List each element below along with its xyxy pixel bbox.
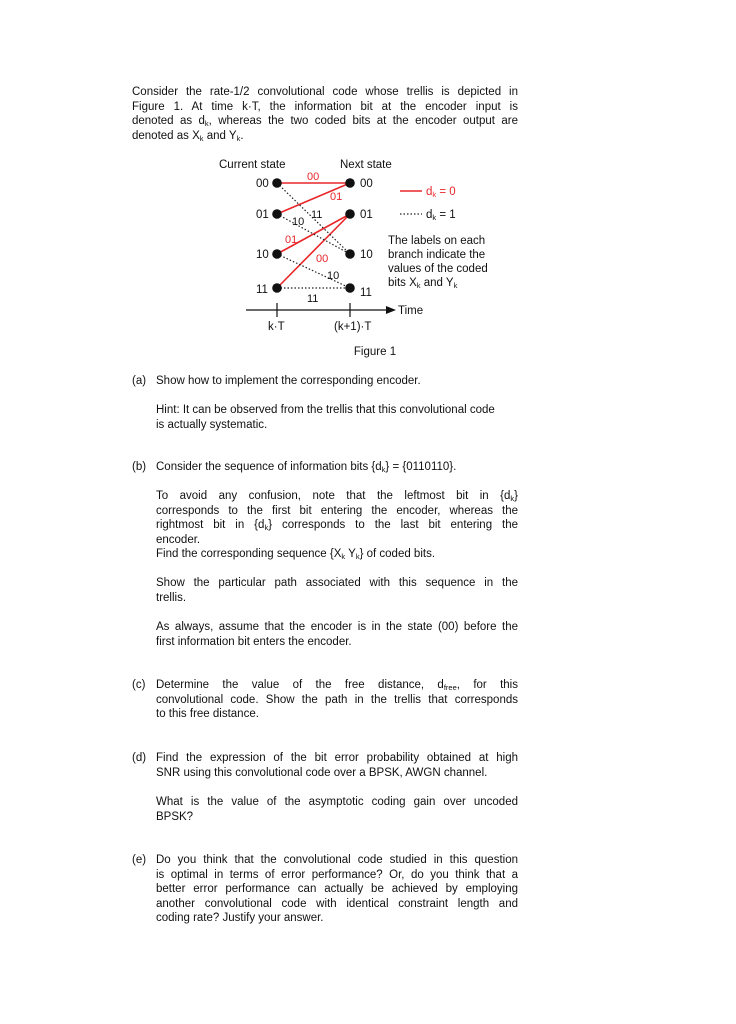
question-b-text: Consider the sequence of information bits {d xyxy=(156,461,382,473)
branch-label-11-01: 10 xyxy=(327,270,340,282)
question-e-text xyxy=(156,853,518,926)
legend-note-line-2: branch indicate the xyxy=(388,249,486,261)
question-b-text: } = {0110110}. xyxy=(385,461,457,473)
d-line-1: Find the expression of the bit error probability obtained at high xyxy=(156,752,518,764)
intro-line-1: Consider the rate-1/2 convolutional code whose trellis is depicted in xyxy=(132,86,518,98)
legend-solid-label: dk = 0 xyxy=(426,186,456,199)
node-next-00 xyxy=(345,178,355,188)
branch-label-01-00: 01 xyxy=(330,191,343,203)
intro-text: denoted as X xyxy=(132,129,200,142)
figure-caption: Figure 1 xyxy=(353,346,397,358)
subscript: k xyxy=(341,552,346,562)
d-line-4: BPSK? xyxy=(156,810,194,823)
subscript: k xyxy=(199,133,204,143)
legend-note-line-4: bits Xk and Yk xyxy=(388,277,458,290)
node-current-00 xyxy=(272,178,282,188)
branch-label-01-10: 10 xyxy=(292,216,305,228)
question-b-paragraph-2 xyxy=(156,489,518,562)
text: } corresponds to the last bit entering the xyxy=(268,519,519,532)
state-label-left-01: 01 xyxy=(256,209,269,221)
branch-label-00-10: 11 xyxy=(311,209,323,221)
branch-label-00-00: 00 xyxy=(307,171,320,183)
question-a-label: (a) xyxy=(132,375,147,387)
legend-dotted-label: dk = 1 xyxy=(426,209,456,222)
text: , for this xyxy=(456,679,518,691)
question-d-text-2 xyxy=(156,795,518,824)
time-axis-arrow-icon xyxy=(386,306,396,314)
d-line-3: What is the value of the asymptotic coding gain over uncoded xyxy=(156,796,518,808)
state-label-right-11: 11 xyxy=(360,287,372,299)
intro-line-2: Figure 1. At time k·T, the information bit at the encoder input is xyxy=(132,100,518,113)
state-label-right-01: 01 xyxy=(360,209,373,221)
legend-note-line-1: The labels on each xyxy=(388,235,486,247)
b-p4-line-2: first information bit enters the encoder. xyxy=(156,635,352,648)
node-next-10 xyxy=(345,249,355,259)
intro-text: , whereas the two coded bits at the encoder output are xyxy=(208,115,518,128)
text: Find the corresponding sequence {X xyxy=(156,548,342,561)
b-p2-line-2: corresponds to the first bit entering the encoder, whereas the xyxy=(156,504,518,517)
b-p4-line-1: As always, assume that the encoder is in the state (00) before the xyxy=(156,621,518,633)
branch-label-10-01: 01 xyxy=(285,234,298,246)
question-d-text xyxy=(156,751,518,780)
b-p2-line-3 xyxy=(156,518,518,533)
b-p2-line-1 xyxy=(156,489,518,504)
question-a-text: Show how to implement the corresponding encoder. xyxy=(156,375,421,387)
trellis-figure xyxy=(0,0,736,360)
text: Determine the value of the free distance, d xyxy=(156,679,444,691)
node-current-01 xyxy=(272,209,282,219)
hint-line-2: is actually systematic. xyxy=(156,418,268,431)
state-label-left-10: 10 xyxy=(256,249,269,261)
question-b-label: (b) xyxy=(132,461,147,473)
text: } xyxy=(514,490,518,502)
question-d-label: (d) xyxy=(132,752,147,764)
c-line-2: convolutional code. Show the path in the trellis that corresponds xyxy=(156,693,518,706)
e-line-1: Do you think that the convolutional code studied in this question xyxy=(156,854,518,866)
question-b-line-1 xyxy=(156,460,518,475)
question-a-hint xyxy=(156,403,518,432)
subscript: k xyxy=(236,133,241,143)
node-next-11 xyxy=(345,283,355,293)
question-b-paragraph-3 xyxy=(156,576,518,605)
question-c-text xyxy=(156,678,518,722)
text: } of coded bits. xyxy=(359,548,436,561)
time-label: Time xyxy=(398,305,424,317)
text: To avoid any confusion, note that the leftmost bit in {d xyxy=(156,490,511,502)
current-state-label: Current state xyxy=(219,159,286,171)
question-c-label: (c) xyxy=(132,679,146,691)
question-e-label: (e) xyxy=(132,854,147,866)
c-line-3: to this free distance. xyxy=(156,708,259,721)
text: rightmost bit in {d xyxy=(156,519,265,532)
b-p2-line-5 xyxy=(156,547,518,562)
b-p3-line-1: Show the particular path associated with this sequence in the xyxy=(156,577,518,589)
next-state-label: Next state xyxy=(340,159,392,171)
subscript: k xyxy=(510,494,515,503)
tick-label-left: k·T xyxy=(268,321,285,333)
b-p2-line-4: encoder. xyxy=(156,533,201,546)
branch-label-11-11: 11 xyxy=(307,293,319,305)
c-line-1 xyxy=(156,678,518,693)
intro-text: . xyxy=(240,129,244,142)
state-label-left-11: 11 xyxy=(256,284,268,296)
subscript: k xyxy=(355,552,360,562)
intro-text: denoted as d xyxy=(132,115,205,128)
intro-text: and Y xyxy=(203,129,237,142)
subscript: k xyxy=(264,523,269,533)
e-line-2: is optimal in terms of error performance? Or, do you think that a xyxy=(156,868,518,881)
tick-label-right: (k+1)·T xyxy=(334,321,372,333)
state-label-right-00: 00 xyxy=(360,178,373,190)
node-current-11 xyxy=(272,283,282,293)
text: Y xyxy=(345,548,356,561)
state-label-right-10: 10 xyxy=(360,249,373,261)
hint-line-1: Hint: It can be observed from the trellis that this convolutional code xyxy=(156,404,495,416)
node-current-10 xyxy=(272,249,282,259)
b-p3-line-2: trellis. xyxy=(156,591,187,604)
e-line-5: coding rate? Justify your answer. xyxy=(156,912,324,925)
subscript: k xyxy=(381,465,386,474)
question-b-paragraph-4 xyxy=(156,620,518,649)
node-next-01 xyxy=(345,209,355,219)
e-line-3: better error performance can actually be achieved by employing xyxy=(156,883,518,896)
legend-note-line-3: values of the coded xyxy=(388,263,488,275)
e-line-4: another convolutional code with identical constraint length and xyxy=(156,897,518,910)
branch-label-10-11: 00 xyxy=(316,253,329,265)
state-label-left-00: 00 xyxy=(256,178,269,190)
subscript: k xyxy=(204,119,209,129)
subscript: free xyxy=(443,683,457,692)
d-line-2: SNR using this convolutional code over a BPSK, AWGN channel. xyxy=(156,766,488,779)
